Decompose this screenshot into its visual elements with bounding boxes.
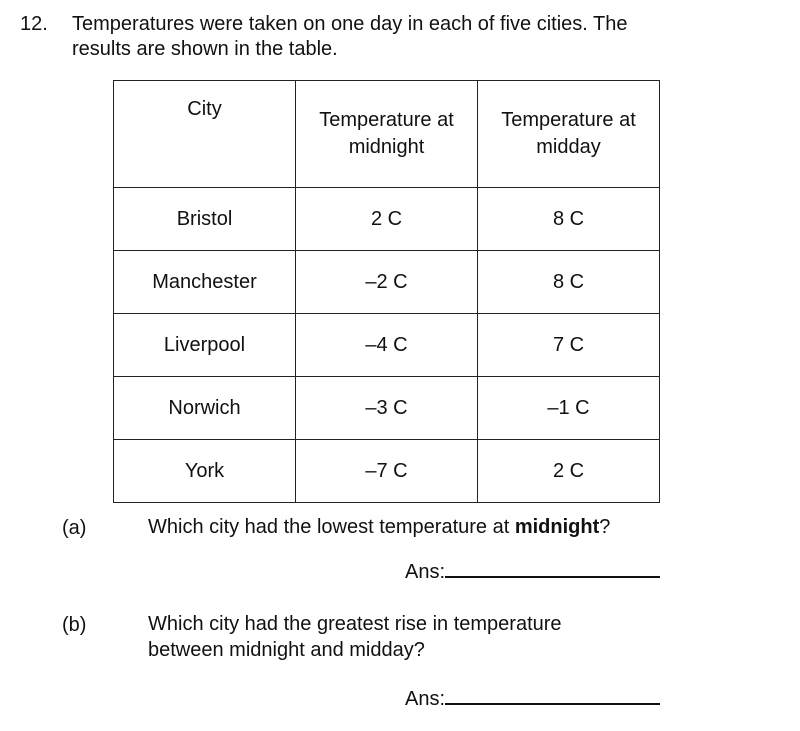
cell-city: Manchester — [114, 251, 296, 314]
cell-midnight: 2 C — [296, 188, 478, 251]
part-b-answer-blank[interactable] — [445, 685, 660, 705]
cell-midnight: –7 C — [296, 440, 478, 503]
part-b-answer — [405, 685, 660, 711]
cell-midday: 2 C — [478, 440, 660, 503]
part-a-question: Which city had the lowest temperature at midnight? — [148, 516, 611, 538]
question-number: 12. — [20, 13, 48, 35]
question-text — [72, 12, 772, 62]
part-a-answer-label: Ans: — [405, 561, 446, 583]
cell-city: Liverpool — [114, 314, 296, 377]
table-row — [114, 440, 660, 503]
header-midday: Temperature at midday — [478, 81, 660, 188]
cell-midday: 7 C — [478, 314, 660, 377]
cell-midnight: –4 C — [296, 314, 478, 377]
question-text-line-2: results are shown in the table. — [72, 38, 338, 60]
header-midnight: Temperature at midnight — [296, 81, 478, 188]
cell-midday: 8 C — [478, 188, 660, 251]
table-row — [114, 251, 660, 314]
table-row — [114, 377, 660, 440]
table-header-row — [114, 81, 660, 188]
part-a-answer-blank[interactable] — [445, 558, 660, 578]
temperature-table — [113, 80, 660, 503]
part-a-answer — [405, 558, 660, 584]
cell-midnight: –2 C — [296, 251, 478, 314]
part-b-answer-label: Ans: — [405, 688, 446, 710]
cell-midday: 8 C — [478, 251, 660, 314]
cell-midday: –1 C — [478, 377, 660, 440]
cell-city: Bristol — [114, 188, 296, 251]
header-city: City — [114, 81, 296, 188]
part-a-emphasis: midnight — [514, 516, 600, 538]
table-row — [114, 188, 660, 251]
part-b-question: Which city had the greatest rise in temperature between midnight and midday? — [148, 613, 562, 661]
part-a-label: (a) — [62, 517, 87, 539]
part-b-label: (b) — [62, 614, 87, 636]
cell-midnight: –3 C — [296, 377, 478, 440]
table-row — [114, 314, 660, 377]
question-text-line-1: Temperatures were taken on one day in each of five cities. The — [72, 13, 628, 35]
cell-city: York — [114, 440, 296, 503]
cell-city: Norwich — [114, 377, 296, 440]
